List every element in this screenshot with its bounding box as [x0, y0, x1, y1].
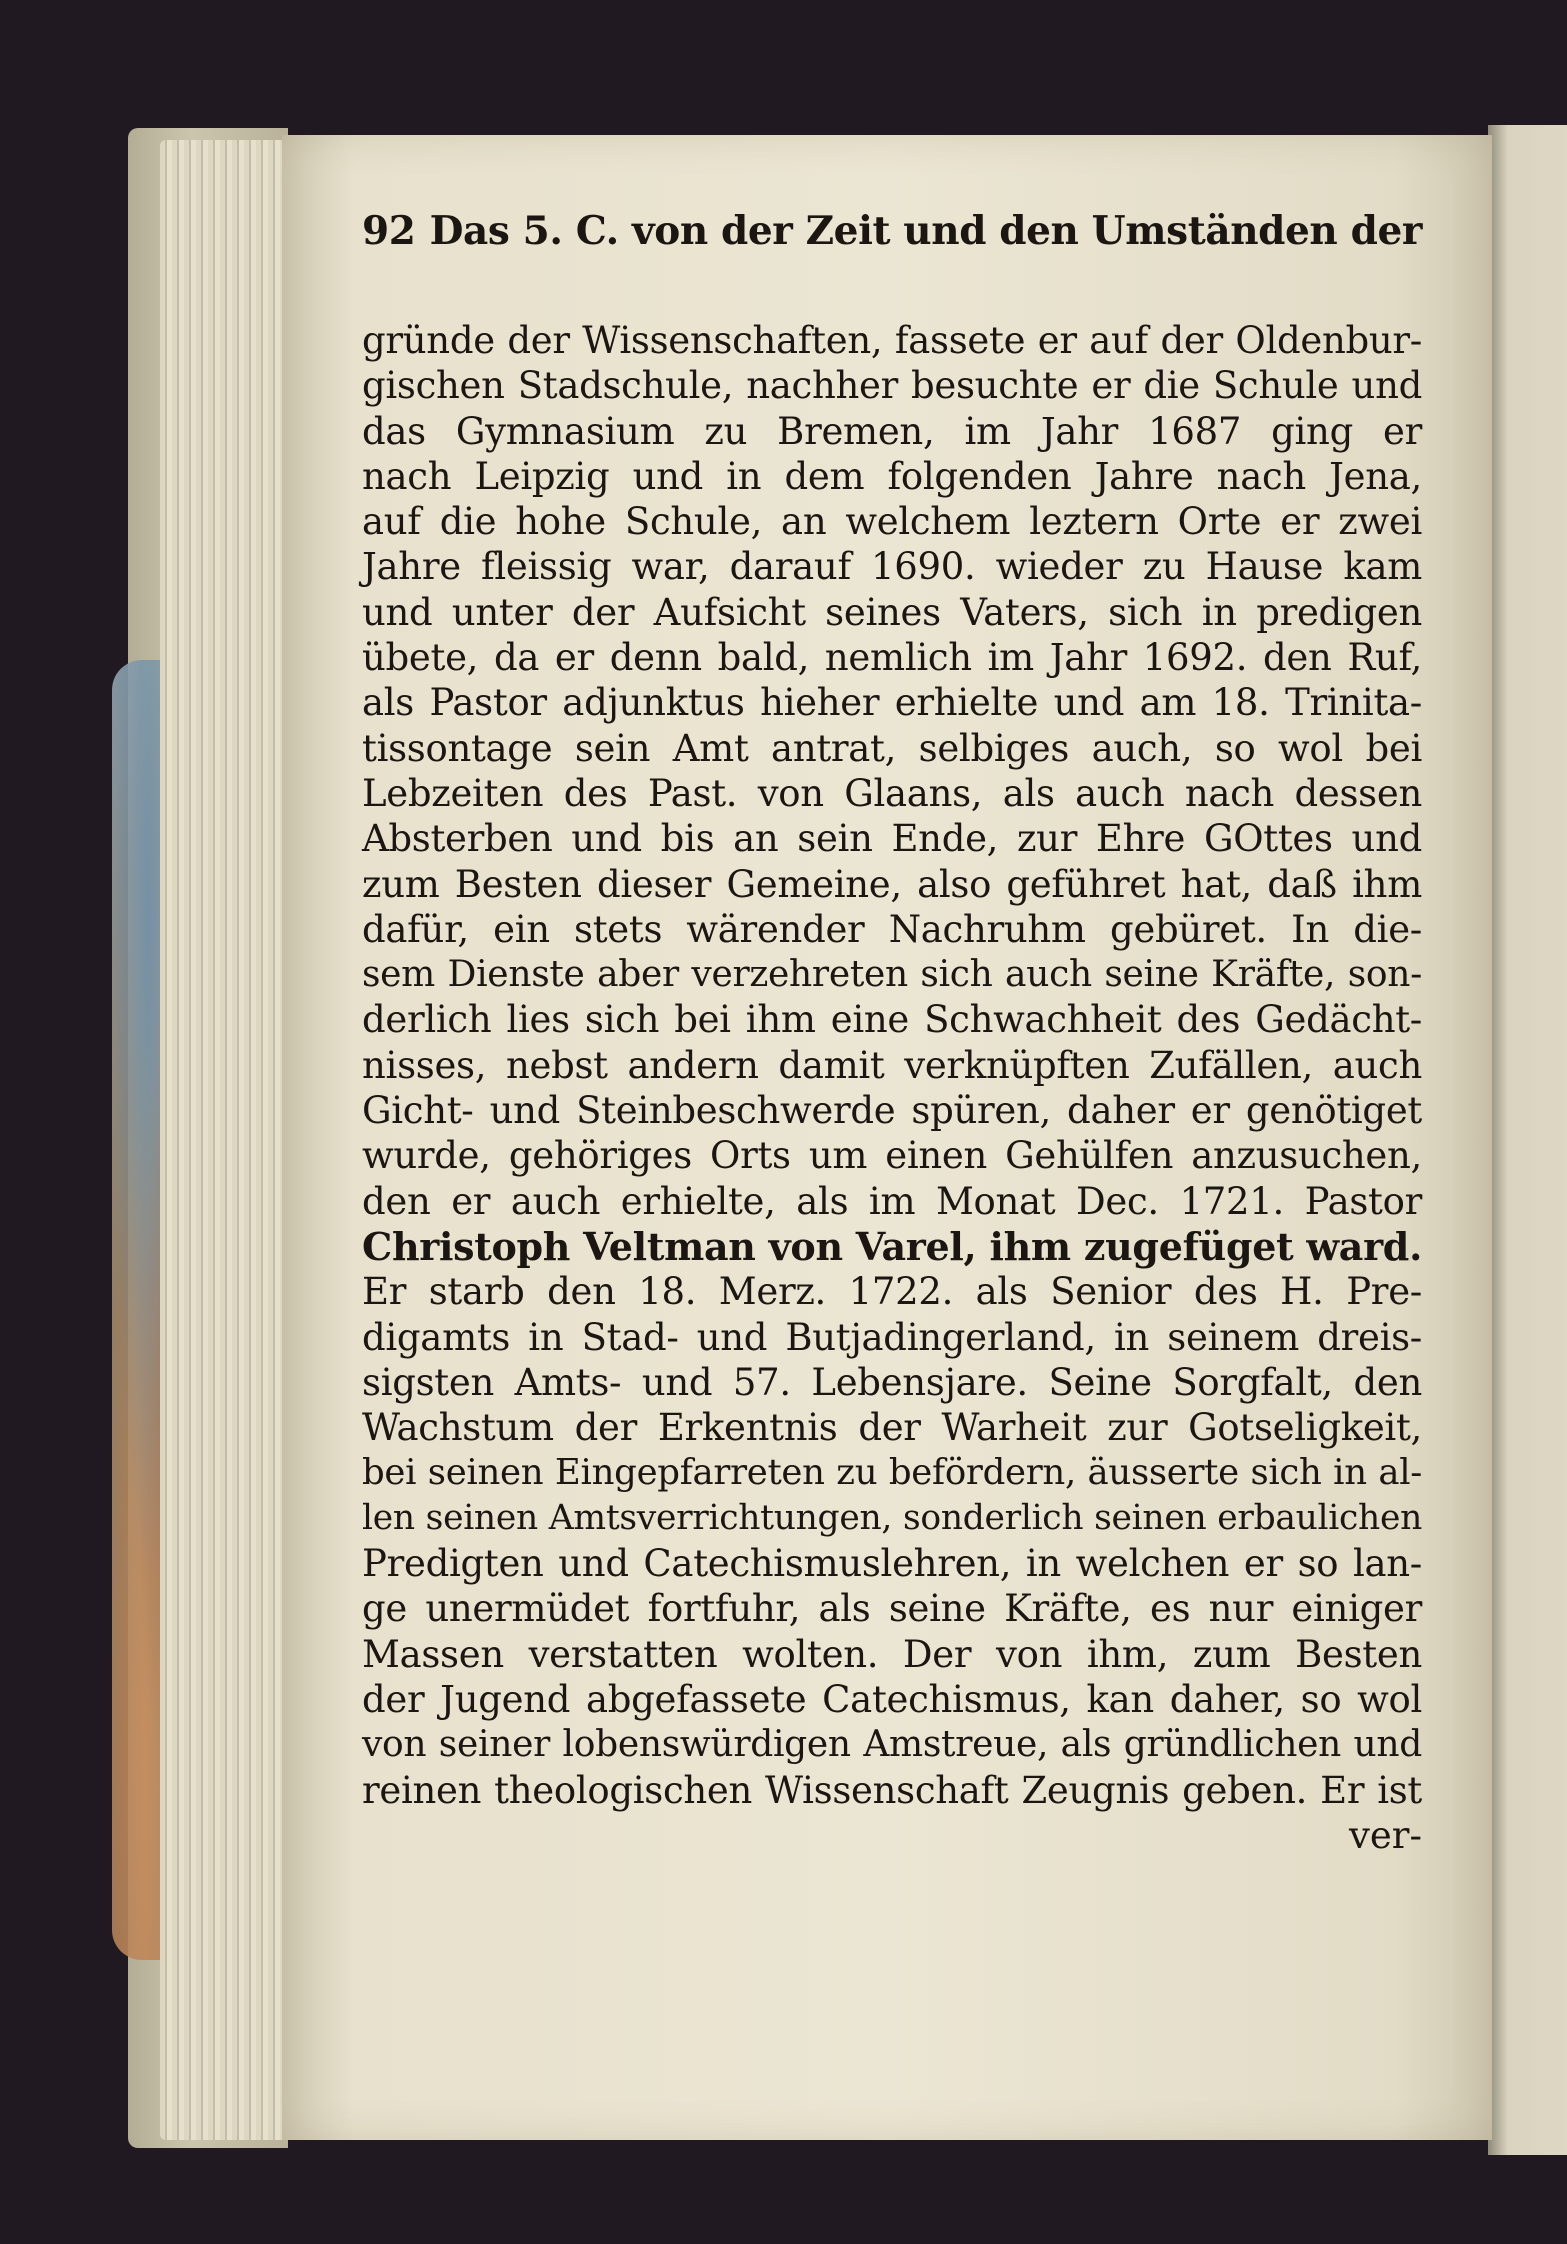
facing-page-edge — [1488, 125, 1567, 2155]
text-line: wurde, gehöriges Orts um einen Gehülfen anzusuchen, — [362, 1134, 1422, 1178]
text-line: Gicht- und Steinbeschwerde spüren, daher er genötiget — [362, 1089, 1422, 1133]
text-line: ge unermüdet fortfuhr, als seine Kräfte, es nur einiger — [362, 1587, 1422, 1631]
text-line: nach Leipzig und in dem folgenden Jahre nach Jena, — [362, 454, 1422, 498]
text-line: derlich lies sich bei ihm eine Schwachheit des Gedächt- — [362, 998, 1422, 1042]
page-edges — [160, 140, 295, 2140]
text-line: und unter der Aufsicht seines Vaters, sich in predigen — [362, 590, 1422, 634]
text-line: tissontage sein Amt antrat, selbiges auch, so wol bei — [362, 726, 1422, 770]
text-line: zum Besten dieser Gemeine, also geführet hat, daß ihm — [362, 862, 1422, 906]
text-line: len seinen Amtsverrichtungen, sonderlich seinen erbaulichen — [362, 1497, 1422, 1538]
text-line: sem Dienste aber verzehreten sich auch seine Kräfte, son- — [362, 954, 1422, 996]
text-line: gründe der Wissenschaften, fassete er auf der Oldenbur- — [362, 319, 1422, 362]
running-head — [362, 198, 1422, 264]
text-line: digamts in Stad- und Butjadingerland, in seinem dreis- — [362, 1315, 1422, 1359]
body-text — [362, 318, 1422, 1858]
text-line: nisses, nebst andern damit verknüpften Zufällen, auch — [362, 1043, 1422, 1087]
text-line: Lebzeiten des Past. von Glaans, als auch nach dessen — [362, 771, 1422, 815]
text-line-name: Christoph Veltman von Varel, ihm zugefüget ward. — [362, 1223, 1422, 1269]
text-line: bei seinen Eingepfarreten zu befördern, äusserte sich in al- — [362, 1452, 1422, 1494]
text-line: Massen verstatten wolten. Der von ihm, zum Besten — [362, 1632, 1422, 1676]
text-line: Predigten und Catechismuslehren, in welchen er so lan- — [362, 1542, 1422, 1586]
text-line: den er auch erhielte, als im Monat Dec. 1721. Pastor — [362, 1179, 1422, 1223]
text-line: der Jugend abgefassete Catechismus, kan daher, so wol — [362, 1677, 1422, 1721]
text-line: reinen theologischen Wissenschaft Zeugnis geben. Er ist — [362, 1768, 1422, 1812]
text-line: Jahre fleissig war, darauf 1690. wieder zu Hause kam — [362, 545, 1422, 589]
text-line: auf die hohe Schule, an welchem leztern Orte er zwei — [362, 500, 1422, 544]
text-line: übete, da er denn bald, nemlich im Jahr 1692. den Ruf, — [362, 636, 1422, 680]
text-line: Er starb den 18. Merz. 1722. als Senior des H. Pre- — [362, 1270, 1422, 1314]
text-line: als Pastor adjunktus hieher erhielte und am 18. Trinita- — [362, 681, 1422, 725]
page-text-block — [362, 198, 1422, 1858]
running-title: Das 5. C. von der Zeit und den Umständen der — [429, 208, 1422, 254]
text-line: von seiner lobenswürdigen Amstreue, als gründlichen und — [362, 1724, 1422, 1766]
text-line: sigsten Amts- und 57. Lebensjare. Seine Sorgfalt, den — [362, 1360, 1422, 1404]
text-line: gischen Stadschule, nachher besuchte er die Schule und — [362, 364, 1422, 408]
catchword: ver- — [1349, 1813, 1422, 1857]
text-line: Wachstum der Erkentnis der Warheit zur Gotseligkeit, — [362, 1406, 1422, 1450]
text-line: Absterben und bis an sein Ende, zur Ehre GOttes und — [362, 817, 1422, 861]
text-line: dafür, ein stets wärender Nachruhm gebüret. In die- — [362, 907, 1422, 951]
text-line: das Gymnasium zu Bremen, im Jahr 1687 ging er — [362, 409, 1422, 453]
page-number: 92 — [362, 208, 416, 254]
